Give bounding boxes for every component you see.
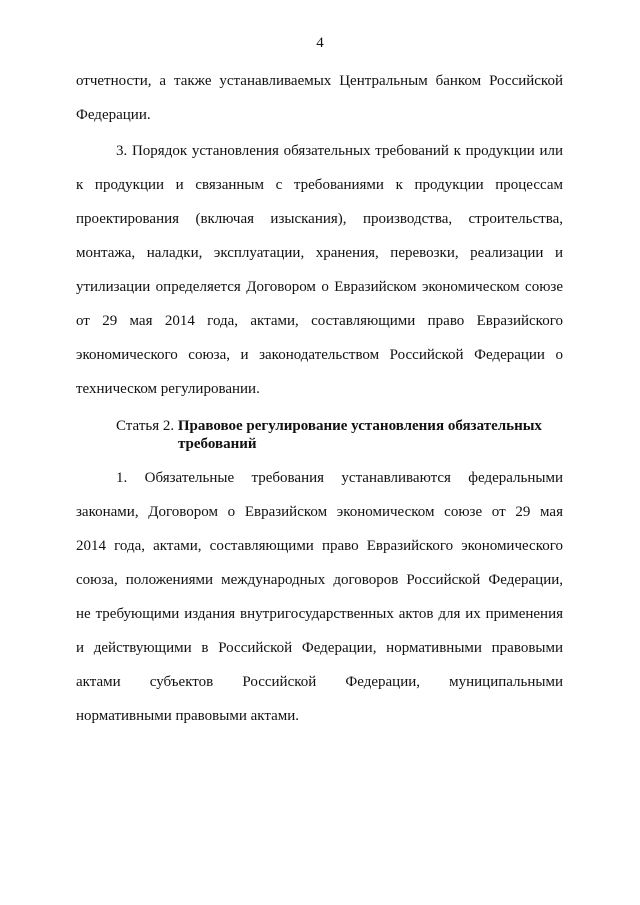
text-line: 3. Порядок установления обязательных требований к продукции или [116, 143, 563, 159]
text-line: к продукции и связанным с требованиями к продукции процессам [76, 177, 563, 193]
paragraph-3 [76, 134, 563, 406]
text-line: монтажа, наладки, эксплуатации, хранения, перевозки, реализации и [76, 245, 563, 261]
text-line: не требующими издания внутригосударственных актов для их применения [76, 606, 563, 622]
text-line: отчетности, а также устанавливаемых Центральным банком Российской [76, 73, 563, 89]
text-line: техническом регулировании. [76, 381, 260, 397]
text-line: и действующими в Российской Федерации, нормативными правовыми [76, 640, 563, 656]
text-line: нормативными правовыми актами. [76, 708, 300, 724]
text-line: союза, положениями международных договоров Российской Федерации, [76, 572, 563, 588]
text-line: 2014 года, актами, составляющими право Евразийского экономического [76, 538, 563, 554]
text-line: законами, Договором о Евразийском экономическом союзе от 29 мая [76, 504, 563, 520]
text-line: утилизации определяется Договором о Евразийском экономическом союзе [76, 279, 563, 295]
paragraph-continuation [76, 64, 563, 132]
text-line: проектирования (включая изыскания), производства, строительства, [76, 211, 563, 227]
text-line: Федерации. [76, 107, 151, 123]
article-heading-line [116, 417, 563, 435]
article-label: Статья 2. [116, 418, 175, 434]
text-line: экономического союза, и законодательством Российской Федерации о [76, 347, 563, 363]
article-heading [116, 417, 563, 453]
text-line: от 29 мая 2014 года, актами, составляющими право Евразийского [76, 313, 563, 329]
article-title-continued: требований [178, 436, 257, 452]
page-number: 4 [316, 35, 324, 51]
text-line: актами субъектов Российской Федерации, муниципальными [76, 674, 563, 690]
paragraph-article-2-1 [76, 461, 563, 733]
article-title: Правовое регулирование установления обязательных [177, 418, 542, 434]
text-line: 1. Обязательные требования устанавливаются федеральными [116, 470, 563, 486]
